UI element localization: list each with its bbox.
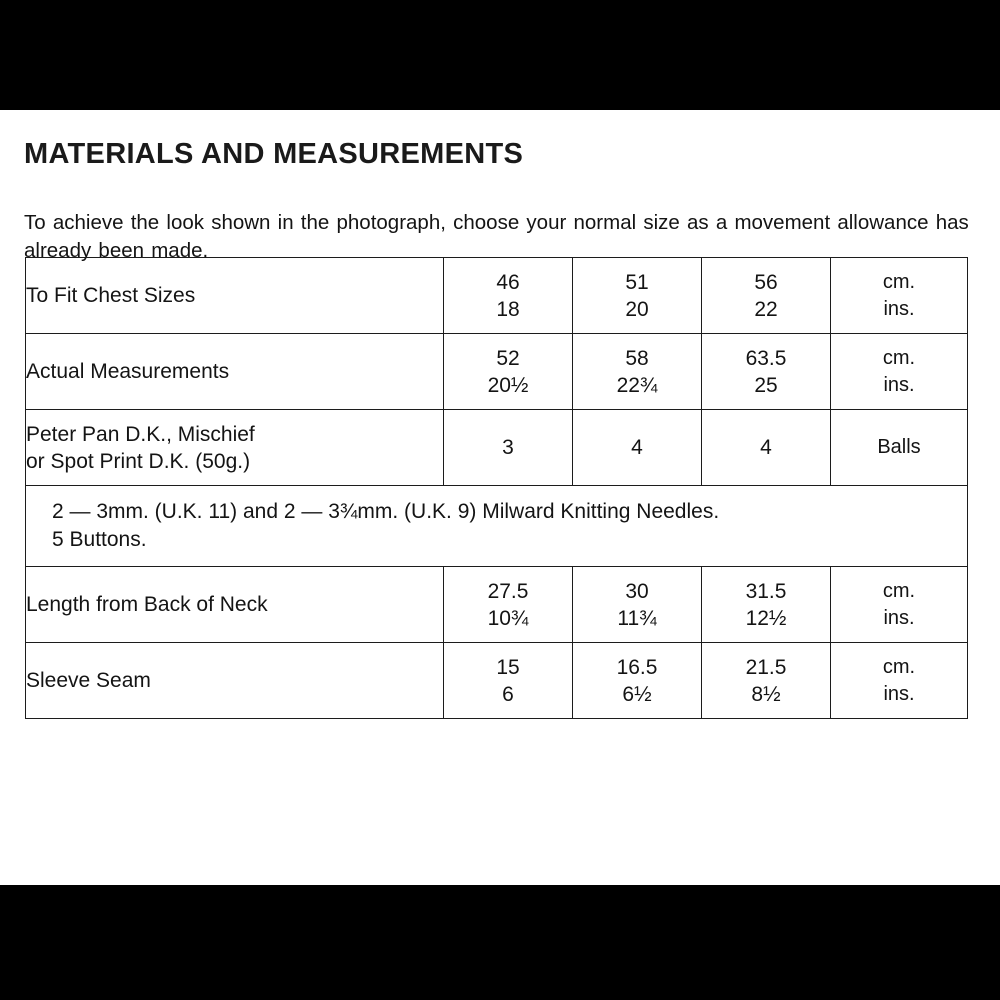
value-ins: 6½: [622, 682, 652, 706]
value-cm: 16.5: [616, 655, 658, 679]
value-cm: 51: [625, 270, 649, 294]
needles-note-line2: 5 Buttons.: [52, 528, 147, 551]
row-unit-cell: [831, 334, 968, 410]
needles-note-line1: 2 — 3mm. (U.K. 11) and 2 — 3¾mm. (U.K. 9) Milward Knitting Needles.: [52, 500, 720, 523]
row-label: To Fit Chest Sizes: [26, 258, 444, 334]
row-label: [26, 410, 444, 486]
row-value-cell: [573, 567, 702, 643]
unit-ins: ins.: [883, 297, 915, 320]
value-ins: 6: [502, 682, 514, 706]
value-ins: 12½: [745, 606, 787, 630]
value-cm: 15: [496, 655, 520, 679]
unit-cm: cm.: [882, 579, 916, 602]
page-title: MATERIALS AND MEASUREMENTS: [24, 138, 524, 170]
row-label: Length from Back of Neck: [26, 567, 444, 643]
letterbox-bar-top: [0, 0, 1000, 110]
row-unit-cell: [831, 567, 968, 643]
table-row: [26, 334, 968, 410]
yarn-label-line1: Peter Pan D.K., Mischief: [26, 422, 255, 446]
value-ins: 10¾: [487, 606, 529, 630]
value-cm: 31.5: [745, 579, 787, 603]
row-value-cell: [444, 643, 573, 719]
row-value-cell: [444, 258, 573, 334]
row-unit-cell: [831, 258, 968, 334]
yarn-label-line2: or Spot Print D.K. (50g.): [26, 449, 251, 473]
row-value-cell: 4: [573, 410, 702, 486]
value-cm: 46: [496, 270, 520, 294]
table-row: [26, 258, 968, 334]
value-ins: 11¾: [617, 606, 657, 630]
table-row: [26, 643, 968, 719]
row-value-cell: 3: [444, 410, 573, 486]
value-ins: 25: [754, 373, 778, 397]
value-ins: 22¾: [616, 373, 658, 397]
row-value-cell: 4: [702, 410, 831, 486]
row-value-cell: [573, 334, 702, 410]
row-label: Actual Measurements: [26, 334, 444, 410]
value-ins: 20: [625, 297, 649, 321]
value-cm: 21.5: [745, 655, 787, 679]
row-value-cell: [444, 567, 573, 643]
row-value-cell: [573, 258, 702, 334]
row-unit-cell: [831, 643, 968, 719]
unit-cm: cm.: [882, 270, 916, 293]
value-ins: 8½: [751, 682, 781, 706]
unit-ins: ins.: [883, 606, 915, 629]
row-label: Sleeve Seam: [26, 643, 444, 719]
value-cm: 27.5: [487, 579, 529, 603]
needles-note-cell: [26, 486, 968, 567]
row-value-cell: [444, 334, 573, 410]
row-value-cell: [702, 258, 831, 334]
table-row-note: [26, 486, 968, 567]
row-value-cell: [702, 643, 831, 719]
intro-paragraph: To achieve the look shown in the photograph, choose your normal size as a movement allowance has already been made.: [24, 210, 969, 262]
value-ins: 20½: [487, 373, 529, 397]
value-cm: 30: [625, 579, 649, 603]
table-row: [26, 410, 968, 486]
letterbox-bar-bottom: [0, 885, 1000, 1000]
unit-cm: cm.: [882, 346, 916, 369]
row-value-cell: [702, 567, 831, 643]
document-sheet: [0, 110, 1000, 885]
unit-ins: ins.: [883, 373, 915, 396]
row-value-cell: [702, 334, 831, 410]
value-cm: 56: [754, 270, 778, 294]
unit-cm: cm.: [882, 655, 916, 678]
row-unit-cell: Balls: [831, 410, 968, 486]
value-cm: 63.5: [745, 346, 787, 370]
unit-ins: ins.: [883, 682, 915, 705]
value-cm: 52: [496, 346, 520, 370]
value-cm: 58: [625, 346, 649, 370]
row-value-cell: [573, 643, 702, 719]
table-row: [26, 567, 968, 643]
value-ins: 22: [754, 297, 778, 321]
measurements-table: [25, 257, 968, 719]
value-ins: 18: [496, 297, 520, 321]
